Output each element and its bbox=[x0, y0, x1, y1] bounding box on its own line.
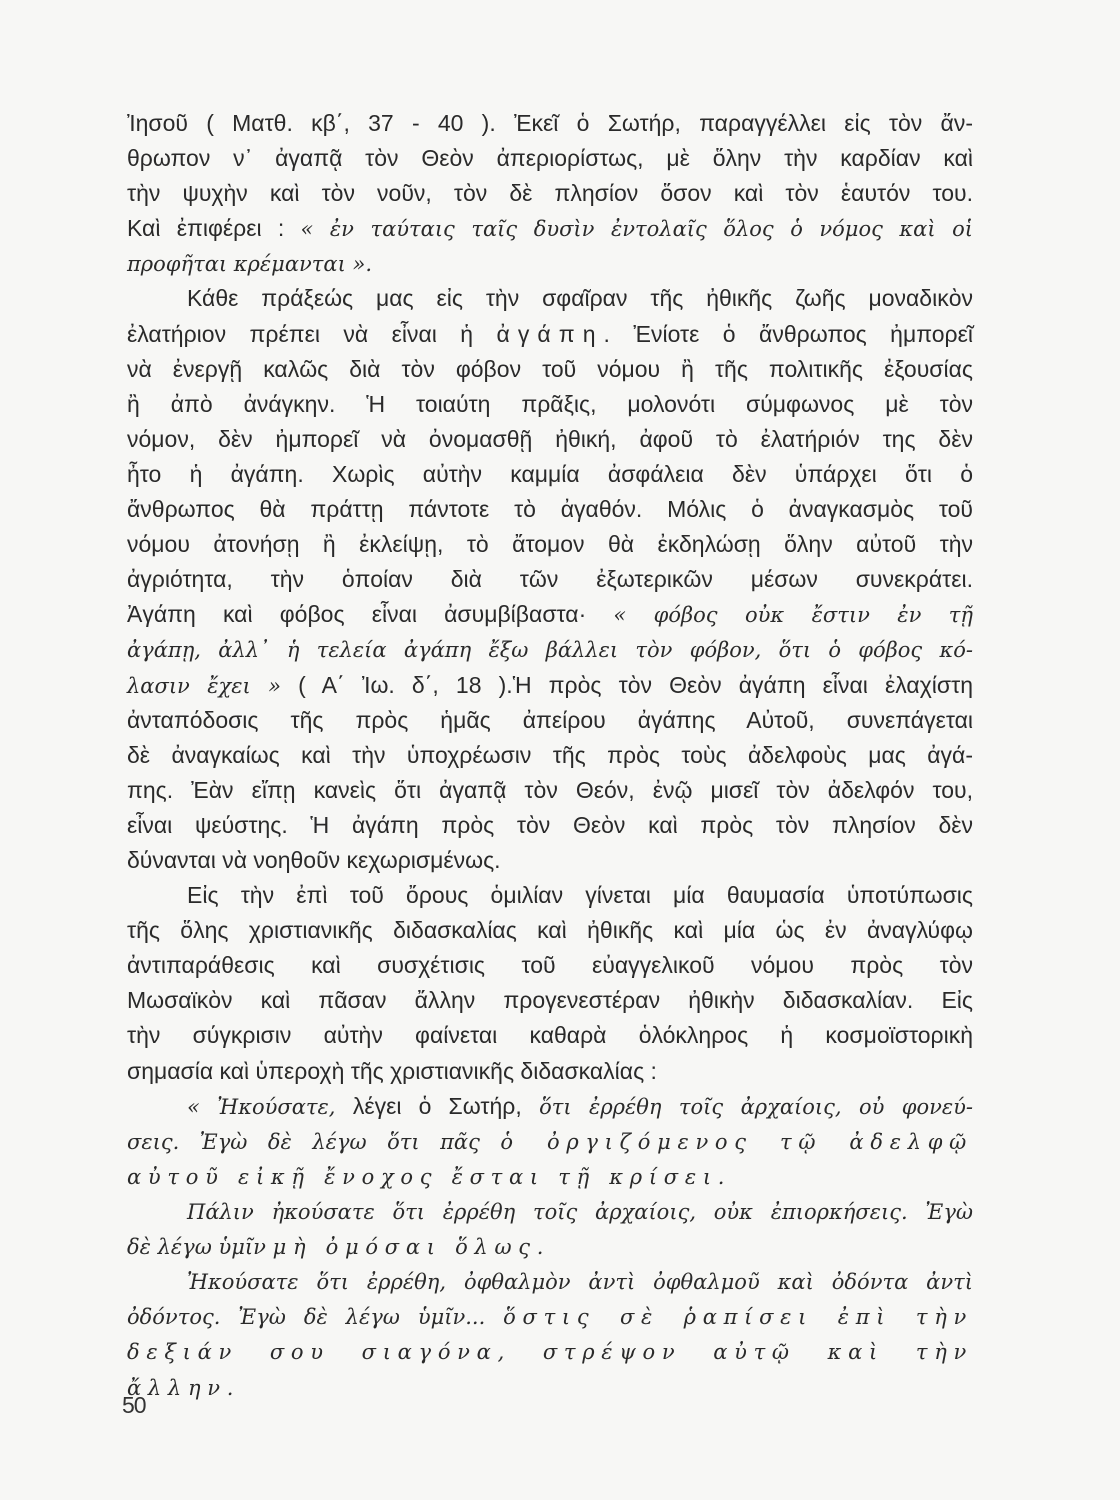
text-line bbox=[127, 597, 973, 632]
text-line bbox=[127, 773, 973, 808]
text-run: σημασία καὶ ὑπεροχὴ τῆς χριστιανικῆς διδασκαλίας : bbox=[127, 1057, 657, 1084]
text-line bbox=[127, 1018, 973, 1053]
text-line bbox=[127, 246, 973, 281]
italic-quote-run: ἀγάπῃ, ἀλλ᾽ ἡ τελεία ἀγάπη ἔξω βάλλει τὸν φόβον, ὅτι ὁ φόβος κό- bbox=[127, 638, 973, 663]
text-line bbox=[127, 176, 973, 211]
text-run: Εἰς τὴν ἐπὶ τοῦ ὄρους ὁμιλίαν γίνεται μία θαυμασία ὑποτύπωσις bbox=[187, 882, 973, 909]
text-line bbox=[127, 387, 973, 422]
text-run: πης. Ἐὰν εἴπῃ κανεὶς ὅτι ἀγαπᾷ τὸν Θεόν, ἐνῷ μισεῖ τὸν ἀδελφόν του, bbox=[127, 776, 973, 803]
text-line bbox=[127, 808, 973, 843]
italic-quote-run: ὀδόντος. Ἐγὼ δὲ λέγω ὑμῖν... bbox=[127, 1305, 504, 1330]
text-line bbox=[127, 562, 973, 597]
text-run: ἢ ἀπὸ ἀνάγκην. Ἡ τοιαύτη πρᾶξις, μολονότι σύμφωνος μὲ τὸν bbox=[127, 390, 973, 417]
text-line bbox=[127, 913, 973, 948]
text-run: εἶναι ψεύστης. Ἡ ἀγάπη πρὸς τὸν Θεὸν καὶ πρὸς τὸν πλησίον δὲν bbox=[127, 811, 973, 838]
text-line bbox=[127, 106, 973, 141]
text-run: τὴν σύγκρισιν αὐτὴν φαίνεται καθαρὰ ὁλόκληρος ἡ κοσμοϊστορικὴ bbox=[127, 1022, 973, 1049]
text-line bbox=[127, 1264, 973, 1299]
text-run: Ἀγάπη καὶ φόβος εἶναι ἀσυμβίβαστα· bbox=[127, 601, 614, 628]
text-run: τὴν ψυχὴν καὶ τὸν νοῦν, τὸν δὲ πλησίον ὅσον καὶ τὸν ἑαυτόν του. bbox=[127, 180, 973, 207]
text-run: τῆς ὅλης χριστιανικῆς διδασκαλίας καὶ ἠθικῆς καὶ μία ὡς ἐν ἀναγλύφῳ bbox=[127, 917, 973, 944]
text-run: θρωπον ν᾽ ἀγαπᾷ τὸν Θεὸν ἀπεριορίστως, μὲ ὅλην τὴν καρδίαν καὶ bbox=[127, 145, 973, 172]
text-line bbox=[127, 1334, 973, 1401]
italic-quote-run: σεις. Ἐγὼ δὲ λέγω ὅτι πᾶς bbox=[127, 1129, 501, 1154]
italic-quote-run: ὅτι ἐρρέθη τοῖς ἀρχαίοις, οὐ φονεύ- bbox=[521, 1094, 974, 1119]
text-line bbox=[127, 422, 973, 457]
text-line bbox=[127, 492, 973, 527]
text-run: νόμου ἀτονήσῃ ἢ ἐκλείψῃ, τὸ ἄτομον θὰ ἐκδηλώσῃ ὅλην αὐτοῦ τὴν bbox=[127, 531, 973, 558]
text-line bbox=[127, 211, 973, 246]
emphasis-spaced-run: ὁ ὀργιζόμενος τῷ ἀδελφῷ bbox=[500, 1129, 973, 1154]
text-run: ἐλατήριον πρέπει νὰ εἶναι ἡ bbox=[127, 320, 497, 347]
italic-quote-run: « φόβος οὐκ ἔστιν ἐν τῇ bbox=[613, 603, 973, 628]
text-run: δὲ ἀναγκαίως καὶ τὴν ὑποχρέωσιν τῆς πρὸς τοὺς ἀδελφοὺς μας ἀγά- bbox=[127, 741, 973, 768]
text-line bbox=[127, 632, 973, 667]
text-line bbox=[127, 843, 973, 878]
text-run: νὰ ἐνεργῇ καλῶς διὰ τὸν φόβον τοῦ νόμου ἢ τῆς πολιτικῆς ἐξουσίας bbox=[127, 355, 973, 382]
emphasis-spaced-run: μὴ ὀμόσαι ὅλως. bbox=[272, 1235, 551, 1259]
text-run: Κάθε πράξεώς μας εἰς τὴν σφαῖραν τῆς ἠθικῆς ζωῆς μοναδικὸν bbox=[187, 285, 973, 312]
text-line bbox=[127, 1194, 973, 1229]
text-run: Ἰησοῦ ( Ματθ. κβ΄, 37 - 40 ). Ἐκεῖ ὁ Σωτήρ, παραγγέλλει εἰς τὸν ἄν- bbox=[127, 110, 973, 136]
text-run: Καὶ ἐπιφέρει : bbox=[127, 215, 301, 242]
text-line bbox=[127, 1124, 973, 1159]
emphasis-spaced-run: ἀγάπη bbox=[496, 320, 604, 347]
text-run: ἄνθρωπος θὰ πράττῃ πάντοτε τὸ ἀγαθόν. Μόλις ὁ ἀναγκασμὸς τοῦ bbox=[127, 496, 973, 523]
italic-quote-run: δὲ λέγω ὑμῖν bbox=[127, 1235, 273, 1259]
text-line bbox=[127, 878, 973, 913]
text-line bbox=[127, 738, 973, 773]
text-line bbox=[127, 983, 973, 1018]
emphasis-spaced-run: δεξιάν σου σιαγόνα, στρέψον αὐτῷ καὶ τὴν ἄλλην. bbox=[127, 1340, 973, 1401]
text-line bbox=[127, 352, 973, 387]
text-line bbox=[127, 1054, 973, 1089]
emphasis-spaced-run: αὐτοῦ εἰκῇ ἔνοχος ἔσται τῇ κρίσει. bbox=[127, 1164, 732, 1189]
text-line bbox=[127, 1089, 973, 1124]
text-run: νόμον, δὲν ἠμπορεῖ νὰ ὀνομασθῇ ἠθική, ἀφοῦ τὸ ἐλατήριόν της δὲν bbox=[127, 425, 973, 452]
italic-quote-run: « ἐν ταύταις ταῖς δυσὶν ἐντολαῖς ὅλος ὁ νόμος καὶ οἱ bbox=[300, 217, 974, 242]
italic-quote-run: προφῆται κρέμανται ». bbox=[127, 252, 372, 277]
text-run: λέγει ὁ Σωτήρ, bbox=[352, 1092, 522, 1119]
page-number: 50 bbox=[122, 1392, 146, 1418]
text-run: . Ἐνίοτε ὁ ἄνθρωπος ἠμπορεῖ bbox=[603, 320, 974, 347]
italic-quote-run: « Ἠκούσατε, bbox=[187, 1094, 353, 1119]
text-line bbox=[127, 703, 973, 738]
body-text bbox=[127, 106, 974, 1401]
text-line bbox=[127, 141, 973, 176]
italic-quote-run: Ἠκούσατε ὅτι ἐρρέθη, ὀφθαλμὸν ἀντὶ ὀφθαλμοῦ καὶ ὀδόντα ἀντὶ bbox=[187, 1270, 973, 1295]
text-line bbox=[127, 281, 973, 316]
emphasis-spaced-run: ὅστις σὲ ῥαπίσει ἐπὶ τὴν bbox=[503, 1305, 973, 1330]
text-run: ἀντιπαράθεσις καὶ συσχέτισις τοῦ εὐαγγελικοῦ νόμου πρὸς τὸν bbox=[127, 952, 973, 979]
text-run: ἀγριότητα, τὴν ὁποίαν διὰ τῶν ἐξωτερικῶν μέσων συνεκράτει. bbox=[127, 566, 973, 593]
text-run: ἦτο ἡ ἀγάπη. Χωρὶς αὐτὴν καμμία ἀσφάλεια δὲν ὑπάρχει ὅτι ὁ bbox=[127, 460, 973, 487]
text-line bbox=[127, 1299, 973, 1334]
text-run: ( Α΄ Ἰω. δ΄, 18 ).Ἡ πρὸς τὸν Θεὸν ἀγάπη εἶναι ἐλαχίστη bbox=[281, 671, 973, 698]
text-line bbox=[127, 1159, 973, 1194]
text-line bbox=[127, 1229, 973, 1264]
italic-quote-run: Πάλιν ἠκούσατε ὅτι ἐρρέθη τοῖς ἀρχαίοις, οὐκ ἐπιορκήσεις. Ἐγὼ bbox=[187, 1199, 973, 1224]
text-line bbox=[127, 457, 973, 492]
text-line bbox=[127, 948, 973, 983]
text-run: δύνανται νὰ νοηθοῦν κεχωρισμένως. bbox=[127, 846, 501, 873]
text-run: Μωσαϊκὸν καὶ πᾶσαν ἄλλην προγενεστέραν ἠθικὴν διδασκαλίαν. Εἰς bbox=[127, 987, 973, 1014]
text-line bbox=[127, 317, 973, 352]
text-line bbox=[127, 527, 973, 562]
text-run: ἀνταπόδοσις τῆς πρὸς ἡμᾶς ἀπείρου ἀγάπης Αὐτοῦ, συνεπάγεται bbox=[127, 706, 973, 733]
italic-quote-run: λασιν ἔχει » bbox=[127, 673, 282, 698]
text-line bbox=[127, 668, 973, 703]
